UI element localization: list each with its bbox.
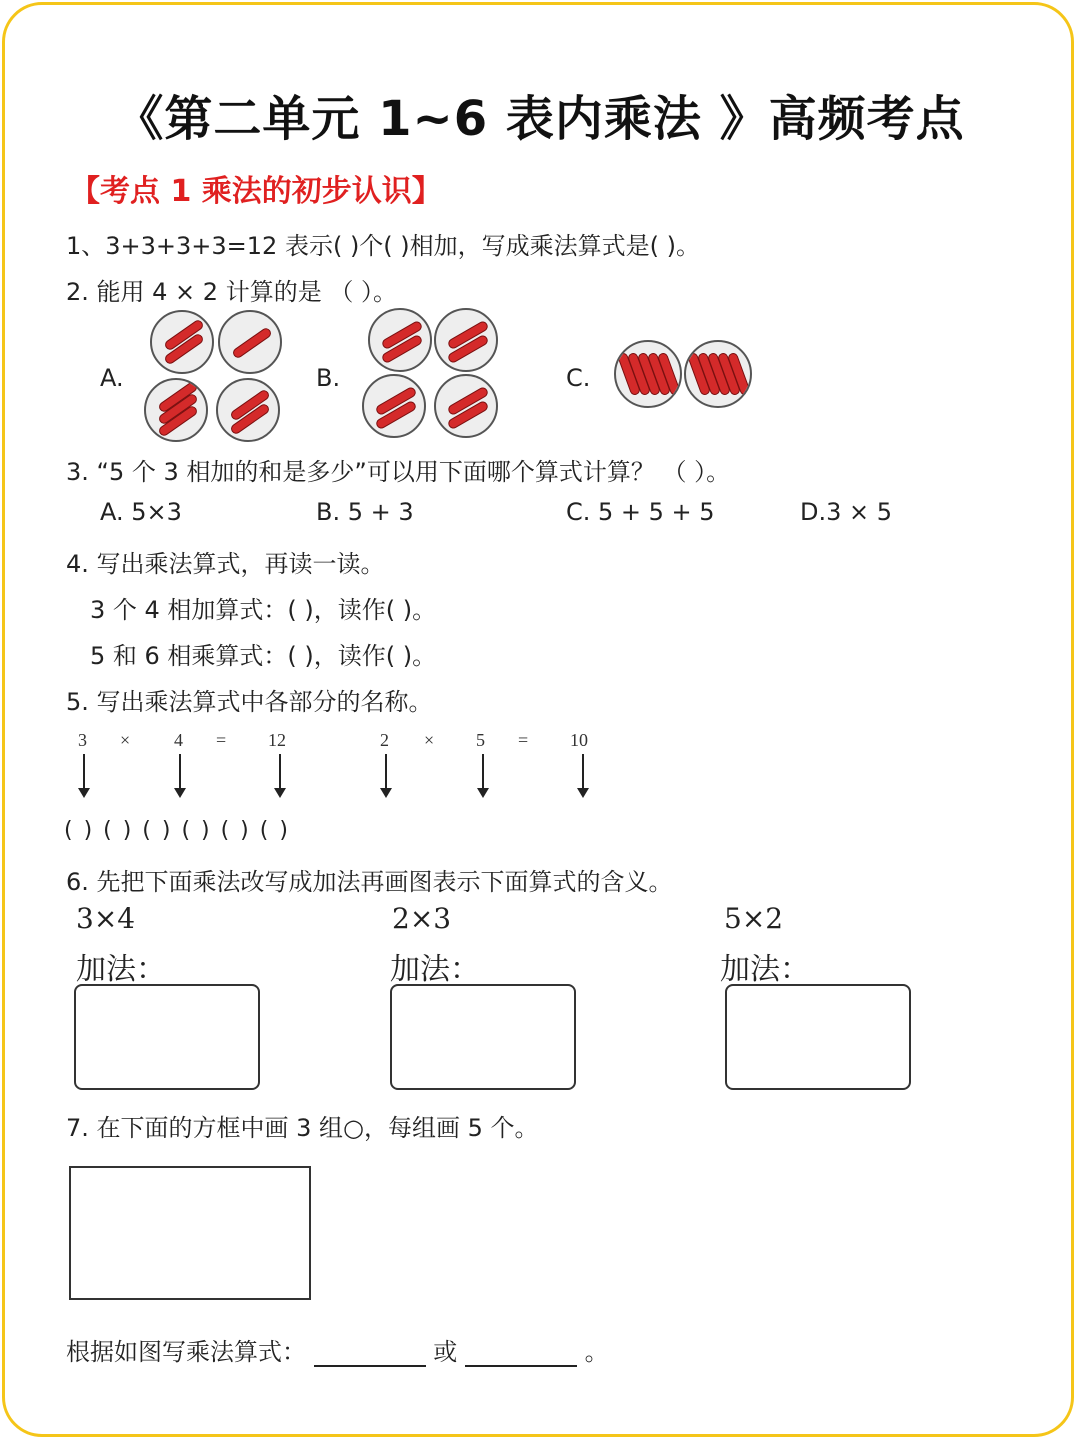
q7-end: 。 xyxy=(584,1338,609,1366)
answer-blank-1[interactable] xyxy=(314,1343,426,1367)
q3-option-b: B. 5 + 3 xyxy=(316,498,414,526)
q4-line-1: 3 个 4 相加算式：( )，读作( )。 xyxy=(90,596,437,624)
question-5: 5. 写出乘法算式中各部分的名称。 xyxy=(66,688,433,716)
q6-addition-label-3: 加法： xyxy=(720,952,810,987)
q6-expr-3: 5×2 xyxy=(724,902,784,935)
page-title: 《第二单元 1~6 表内乘法 》高频考点 xyxy=(115,91,965,147)
q6-expr-1: 3×4 xyxy=(76,902,136,935)
question-4: 4. 写出乘法算式，再读一读。 xyxy=(66,550,385,578)
q3-option-d: D.3 × 5 xyxy=(800,498,893,526)
eq2-times: × xyxy=(424,730,435,750)
q6-drawing-box-2[interactable] xyxy=(390,984,576,1090)
down-arrow-icon xyxy=(279,754,281,790)
eq1-factor-a: 3 xyxy=(78,730,87,750)
q3-option-a: A. 5×3 xyxy=(100,498,182,526)
sausage-plate-icon xyxy=(434,374,498,438)
q6-addition-label-1: 加法： xyxy=(76,952,166,987)
eq1-equals: = xyxy=(216,730,227,750)
down-arrow-icon xyxy=(385,754,387,790)
eq1-factor-b: 4 xyxy=(174,730,183,750)
sausage-plate-icon xyxy=(614,340,682,408)
eq2-product: 10 xyxy=(570,730,588,750)
eq1-times: × xyxy=(120,730,131,750)
option-c-label: C. xyxy=(566,364,591,392)
sausage-plate-icon xyxy=(144,378,208,442)
down-arrow-icon xyxy=(582,754,584,790)
question-3: 3. “5 个 3 相加的和是多少”可以用下面哪个算式计算？ （ ）。 xyxy=(66,458,731,486)
q4-line-2: 5 和 6 相乘算式：( )，读作( )。 xyxy=(90,642,437,670)
down-arrow-icon xyxy=(179,754,181,790)
q6-addition-label-2: 加法： xyxy=(390,952,480,987)
q6-drawing-box-3[interactable] xyxy=(725,984,911,1090)
q7-answer-line xyxy=(66,1332,609,1367)
q7-answer-prefix: 根据如图写乘法算式： xyxy=(66,1338,306,1366)
eq2-equals: = xyxy=(518,730,529,750)
question-7: 7. 在下面的方框中画 3 组○，每组画 5 个。 xyxy=(66,1114,539,1142)
q3-option-c: C. 5 + 5 + 5 xyxy=(566,498,715,526)
question-1: 1、3+3+3+3=12 表示( )个( )相加，写成乘法算式是( )。 xyxy=(66,232,701,260)
sausage-plate-icon xyxy=(434,308,498,372)
eq2-factor-b: 5 xyxy=(476,730,485,750)
q6-drawing-box-1[interactable] xyxy=(74,984,260,1090)
eq2-factor-a: 2 xyxy=(380,730,389,750)
option-b-label: B. xyxy=(316,364,341,392)
q7-or: 或 xyxy=(433,1338,458,1366)
sausage-plate-icon xyxy=(684,340,752,408)
question-2: 2. 能用 4 × 2 计算的是 （ ）。 xyxy=(66,278,397,306)
down-arrow-icon xyxy=(482,754,484,790)
option-a-label: A. xyxy=(100,364,124,392)
sausage-plate-icon xyxy=(218,310,282,374)
sausage-plate-icon xyxy=(150,310,214,374)
answer-blank-2[interactable] xyxy=(465,1343,577,1367)
q7-drawing-box[interactable] xyxy=(69,1166,311,1300)
section-heading: 【考点 1 乘法的初步认识】 xyxy=(70,174,442,209)
down-arrow-icon xyxy=(83,754,85,790)
eq1-product: 12 xyxy=(268,730,286,750)
sausage-plate-icon xyxy=(362,374,426,438)
q6-expr-2: 2×3 xyxy=(392,902,452,935)
sausage-plate-icon xyxy=(216,378,280,442)
question-6: 6. 先把下面乘法改写成加法再画图表示下面算式的含义。 xyxy=(66,868,673,896)
q5-answer-blanks: ( ) ( ) ( ) ( ) ( ) ( ) xyxy=(64,818,288,843)
sausage-plate-icon xyxy=(368,308,432,372)
